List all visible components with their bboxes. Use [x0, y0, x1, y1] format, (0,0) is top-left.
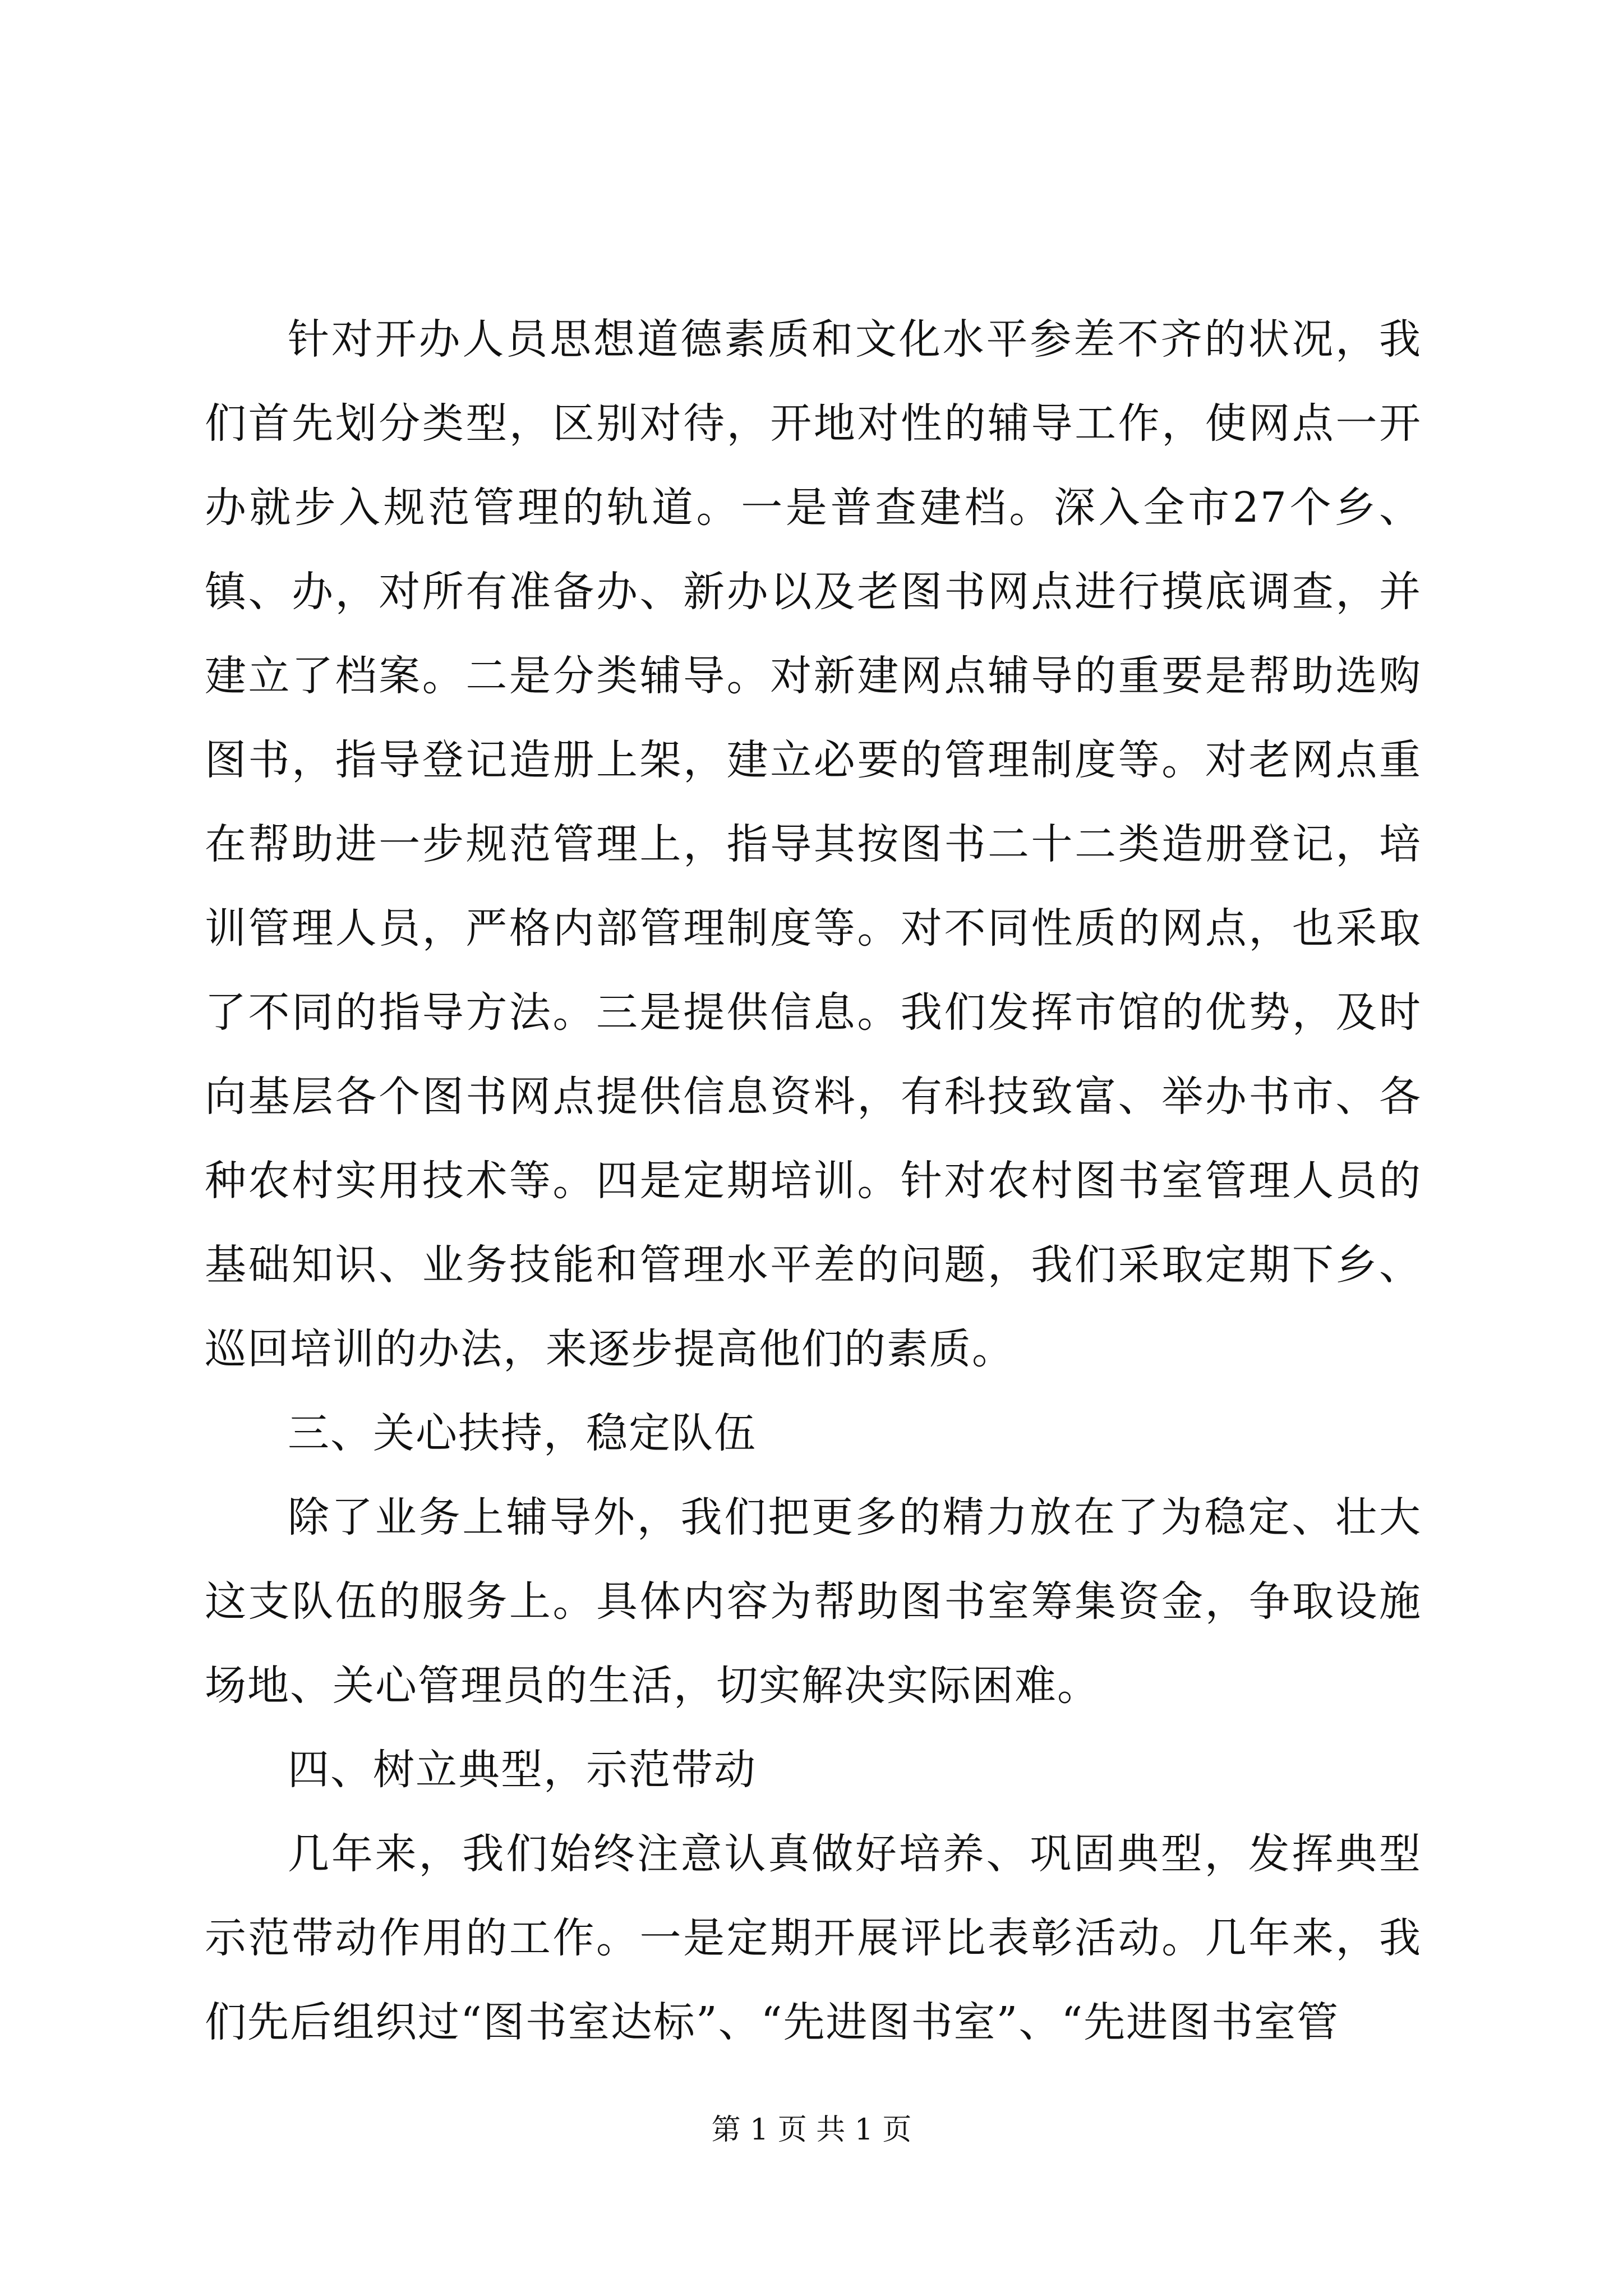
section-heading-3: 三、关心扶持，稳定队伍	[288, 1409, 757, 1457]
body-paragraph-3: 几年来，我们始终注意认真做好培养、巩固典型，发挥典型示范带动作用的工作。一是定期开展评比表彰活动。几年来，我们先后组织过“图书室达标”、“先进图书室”、“先进图书室管	[205, 1830, 1422, 2046]
section-heading-4: 四、树立典型，示范带动	[288, 1746, 757, 1794]
page-footer: 第 1 页 共 1 页	[711, 2113, 912, 2147]
document-body	[205, 297, 1422, 2064]
body-paragraph-1: 针对开办人员思想道德素质和文化水平参差不齐的状况，我们首先划分类型，区别对待，开地对性的辅导工作，使网点一开办就步入规范管理的轨道。一是普查建档。深入全市27个乡、镇、办，对所有准备办、新办以及老图书网点进行摸底调查，并建立了档案。二是分类辅导。对新建网点辅导的重要是帮助选购图书，指导登记造册上架，建立必要的管理制度等。对老网点重在帮助进一步规范管理上，指导其按图书二十二类造册登记，培训管理人员，严格内部管理制度等。对不同性质的网点，也采取了不同的指导方法。三是提供信息。我们发挥市馆的优势，及时向基层各个图书网点提供信息资料，有科技致富、举办书市、各种农村实用技术等。四是定期培训。针对农村图书室管理人员的基础知识、业务技能和管理水平差的问题，我们采取定期下乡、巡回培训的办法，来逐步提高他们的素质。	[205, 315, 1422, 1373]
body-paragraph-2: 除了业务上辅导外，我们把更多的精力放在了为稳定、壮大这支队伍的服务上。具体内容为帮助图书室筹集资金，争取设施场地、关心管理员的生活，切实解决实际困难。	[205, 1493, 1422, 1710]
